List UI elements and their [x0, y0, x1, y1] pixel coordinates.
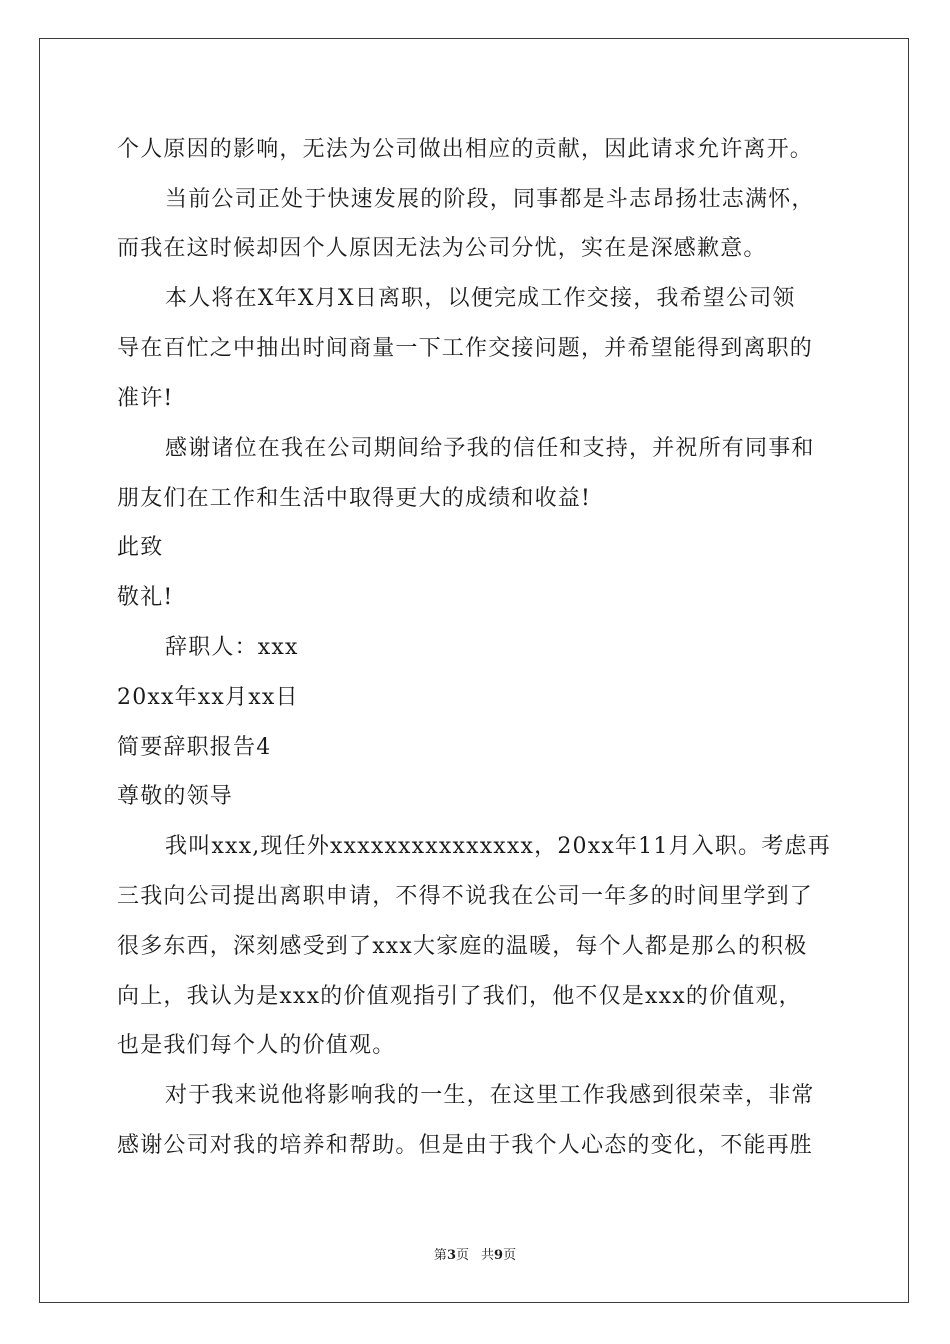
text-line: 我叫xxx,现任外xxxxxxxxxxxxxxx，20xx年11月入职。考虑再 [165, 834, 831, 859]
text-line: 感谢公司对我的培养和帮助。但是由于我个人心态的变化，不能再胜 [117, 1133, 814, 1158]
text-line: 感谢诸位在我在公司期间给予我的信任和支持，并祝所有同事和 [165, 436, 815, 461]
footer-current-page: 3 [446, 1248, 456, 1263]
page-footer [0, 1247, 950, 1265]
closing-salutation: 此致 [117, 535, 164, 560]
greeting: 尊敬的领导 [117, 784, 234, 809]
text-line: 对于我来说他将影响我的一生，在这里工作我感到很荣幸，非常 [165, 1083, 815, 1108]
text-line: 导在百忙之中抽出时间商量一下工作交接问题，并希望能得到离职的 [117, 336, 814, 361]
footer-page-prefix: 第 [433, 1248, 447, 1263]
text-line: 个人原因的影响，无法为公司做出相应的贡献，因此请求允许离开。 [117, 137, 814, 162]
footer-page-suffix: 页 [455, 1248, 469, 1263]
section-title: 简要辞职报告4 [117, 735, 272, 760]
text-line: 三我向公司提出离职申请，不得不说我在公司一年多的时间里学到了 [117, 884, 814, 909]
text-line: 朋友们在工作和生活中取得更大的成绩和收益! [117, 486, 592, 511]
text-line: 很多东西，深刻感受到了xxx大家庭的温暖，每个人都是那么的积极 [117, 934, 808, 959]
footer-total-prefix: 共 [481, 1248, 495, 1263]
text-line: 也是我们每个人的价值观。 [117, 1033, 396, 1058]
text-line: 向上，我认为是xxx的价值观指引了我们，他不仅是xxx的价值观， [117, 984, 802, 1009]
date-line: 20xx年xx月xx日 [117, 685, 299, 710]
closing-salutation: 敬礼! [117, 585, 174, 610]
text-line: 而我在这时候却因个人原因无法为公司分忧，实在是深感歉意。 [117, 236, 767, 261]
page-border [39, 38, 909, 1303]
text-line: 准许! [117, 386, 174, 411]
signature-line: 辞职人：xxx [165, 635, 299, 660]
text-line: 当前公司正处于快速发展的阶段，同事都是斗志昂扬壮志满怀， [165, 187, 815, 212]
footer-total-suffix: 页 [503, 1248, 517, 1263]
text-line: 本人将在X年X月X日离职，以便完成工作交接，我希望公司领 [165, 286, 796, 311]
footer-total-pages: 9 [494, 1248, 504, 1263]
